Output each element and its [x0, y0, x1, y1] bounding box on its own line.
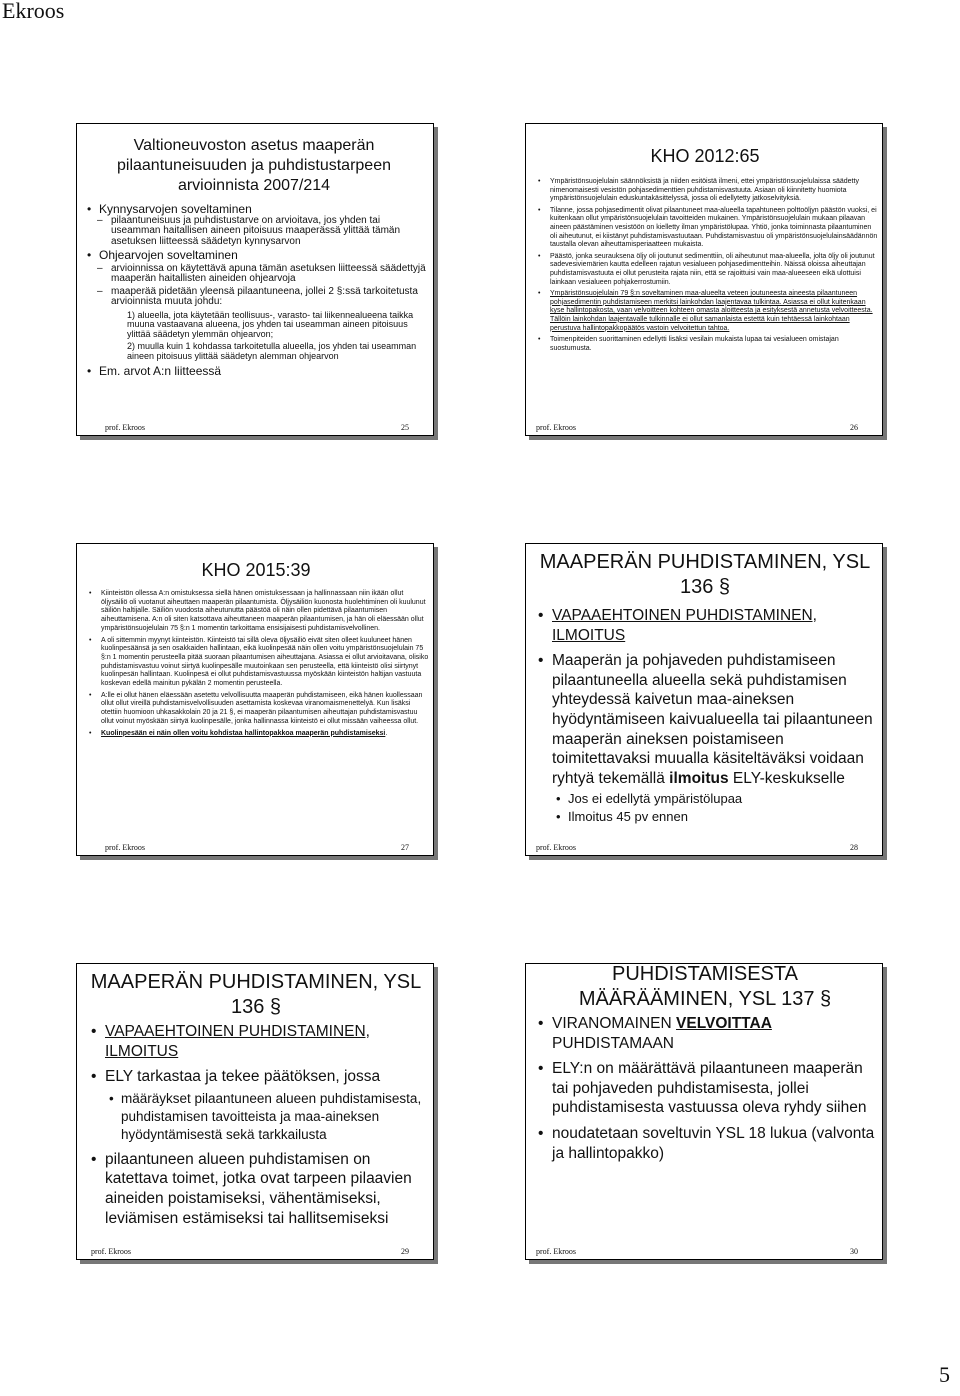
bullet: • ELY:n on määrättävä pilaantuneen maaperän tai pohjaveden puhdistamisesta, jollei puhdistamisesta vastuussa oleva ryhdy siihen: [538, 1059, 878, 1118]
bullet: • VAPAAEHTOINEN PUHDISTAMINEN, ILMOITUS: [91, 1022, 429, 1061]
slide-title: Valtioneuvoston asetus maaperän pilaantuneisuuden ja puhdistustarpeen arvioinnista 2007/214: [117, 137, 391, 194]
slide-29: [76, 963, 434, 1260]
slide-footer: prof. Ekroos: [536, 843, 576, 852]
paragraph: • Kuolinpesään ei näin ollen voitu kohdistaa hallintopakkoa maaperän puhdistamiseksi.: [89, 730, 429, 739]
slide-30: [525, 963, 883, 1260]
paragraph: • A:lle ei ollut hänen eläessään asetettu velvollisuutta maaperän puhdistamiseen, eikä hänen kuollessaan ollut ollut vireillä puhdistamisvelvollisuuden asettamista koskevaa viranomaismenettelyä. Kun lisäksi otettiin huomioon uhkasakkolain 20 ja 21 §, ei maaperän pilaantumisen aiheuttajan puhdistamisvastuu ollut voinut myöskään siirtyä kuolinpesälle, jonka hallinnassa kiinteistö ei ollut missään vaiheessa ollut.: [89, 692, 429, 727]
sub-item: – pilaantuneisuus ja puhdistustarve on arvioitava, jos yhden tai useamman haitallisen aineen pitoisuus maaperässä ylittää tämän asetuksen liitteessä säädetyn kynnysarvon: [95, 216, 427, 248]
bullet: • Kynnysarvojen soveltaminen: [87, 203, 427, 216]
slide-footer: prof. Ekroos: [91, 1247, 131, 1256]
bullet: • ELY tarkastaa ja tekee päätöksen, jossa: [91, 1067, 429, 1087]
paragraph: • Kiinteistön ollessa A:n omistuksessa siellä hänen omistuksessaan ja hallinnassaan niin ikään ollut öljysäiliö oli vuotanut aiheuttaen maaperän pilaantumista. Öljysäiliön kuonosta huolehtiminen oli kuulunut säiliön haltijalle. Säiliön vuodosta aiheutunutta päästöä oli näin ollen pidettävä pilaantumisen aiheuttamisena. A:n oli siten katsottava aiheuttaneen maaperän pilaantumisen, ja hän oli eläessään ollut ympäristönsuojelulain 75 §:n 1 momentin tarkoittama ensisijaisesti puhdistamisvelvollinen.: [89, 590, 429, 634]
paragraph: • Ympäristönsuojelulain 79 §:n soveltaminen maa-alueelta veteen joutuneesta aineesta pilaantuneen pohjasedimentin puhdistamiseen merkitsi lainkohdan laajentavaa tulkintaa. Asiassa ei ollut kuitenkaan kyse hallintopakosta, vaan velvoitteen kohteen omasta aloitteesta ja esityksestä annetusta velvoitteesta. Tällöin lainkohdan laajentavalle tulkinnalle ei ollut samanlaista estettä kuin tehtäessä lainkohtaan perustuva hallintopakkopäätös vastoin velvoitettun tahtoa.: [538, 290, 878, 333]
slide-26: [525, 123, 883, 436]
paragraph: • Toimenpiteiden suorittaminen edellytti lisäksi vesilain mukaista lupaa tai vesialueen omistajan suostumusta.: [538, 336, 878, 353]
slide-number: 27: [401, 843, 409, 852]
bullet: • Maaperän ja pohjaveden puhdistamiseen pilaantuneella alueella sekä puhdistamisen yhteydessä kaivetun maa-aineksen hyödyntämiseen kaivualueella tai pilaantuneen maaperän aineksen poistamiseen toimitettavaksi muualla käsiteltäväksi voidaan ryhtyä tekemällä ilmoitus ELY-keskukselle: [538, 651, 878, 788]
slide-footer: prof. Ekroos: [536, 423, 576, 432]
bullet: • VIRANOMAINEN VELVOITTAA PUHDISTAMAAN: [538, 1014, 878, 1053]
sub-bullet: • määräykset pilaantuneen alueen puhdistamisesta, puhdistamisen tavoitteista ja maa-aineksen hyödyntämisestä sekä tarkkailusta: [109, 1090, 429, 1144]
paragraph: • Päästö, jonka seurauksena öljy oli joutunut sedimenttiin, oli aiheutunut maa-alueella, jolta öljy oli joutunut sadevesiviemärien kautta edelleen rajatun vesialueen pohjasedimentteihin. Näissä oloissa aiheuttajan puhdistamisvastuuta ei ollut perusteita rajata niin, että se rajoittuisi vain maa-alueeseen eikä ulottuisi lainkaan vesialueen pohjakerrostumiin.: [538, 253, 878, 287]
sub-item: – arvioinnissa on käytettävä apuna tämän asetuksen liitteessä säädettyjä maaperän haitallisten aineiden ohjearvoja: [95, 264, 427, 285]
slide-title: KHO 2012:65: [650, 146, 760, 166]
slide-25: [76, 123, 434, 436]
slide-27: [76, 543, 434, 856]
slide-28: [525, 543, 883, 856]
bold-text: VELVOITTAA: [676, 1015, 772, 1032]
slide-title: KHO 2015:39: [201, 560, 311, 580]
sub-bullet: • Jos ei edellytä ympäristölupaa: [556, 790, 878, 808]
slide-number: 30: [850, 1247, 858, 1256]
slide-title: MAAPERÄN PUHDISTAMINEN, YSL 136 §: [539, 551, 871, 598]
sub-item: – maaperää pidetään yleensä pilaantuneena, jollei 2 §:ssä tarkoitetusta arvioinnista muuta johdu:: [95, 287, 427, 308]
page-header: Ekroos: [2, 0, 65, 23]
bold-text: ilmoitus: [669, 769, 729, 787]
paragraph: • Tilanne, jossa pohjasedimentit olivat pilaantuneet maa-alueella tapahtuneen polttoöljyn päästön vuoksi, ei kuitenkaan ollut ympäristönsuojelulain tavoitteiden mukainen. Ympäristönsuojelulain mukaan pilaavan aineen päästäminen vesistöön on kielletty ilman ympäristölupaa. Yhtiö, jonka toiminnasta pilaantuminen oli aiheutunut, ei kiistänyt puhdistamisvastuutaan. Puhdistamisvastuu oli ympäristönsuojelulainsäädännön taustalla olevan aiheuttamisperiaatteen mukaista.: [538, 207, 878, 250]
bold-text: Kuolinpesään ei näin ollen voitu kohdistaa hallintopakkoa maaperän puhdistamiseksi: [101, 729, 386, 737]
paragraph: • Ympäristönsuojelulain säännöksistä ja niiden esitöistä ilmeni, ettei ympäristönsuojelulaissa säädetty nimenomaisesti vesistön pohjasedimenttien puhdistamisvastuuta. Asiaan oli kiinnitetty huomiota ympäristönsuojelulain eduskuntakäsittelyssä, jossa oli edellytetty jatkoselvityksiä.: [538, 178, 878, 204]
paragraph: • A oli sittemmin myynyt kiinteistön. Kiinteistö tai sillä oleva öljysäiliö eivät siten olleet kuuluneet hänen kuolinpesäänsä ja sen osakkaiden hallintaan, eikä kuolinpesää näin ollen voitu ympäristönsuojelulain 75 §:n 1 momentin perusteella pitää suoraan pilaantumisen aiheuttajana. Asiassa ei ollut arvioitavana, olisiko puhdistamisvastuu voinut siirtyä kuolinpesälle muutoinkaan sen perusteella, että kiinteistö olisi siirtynyt kuolinpesän hallintaan. Kuolinpesä ei ollut puhdistamisvastuussa myöskään kiinteistön haltijan vastuuta koskevan edellä mainitun pykälän 2 momentin perusteella.: [89, 637, 429, 689]
bullet: • VAPAAEHTOINEN PUHDISTAMINEN, ILMOITUS: [538, 606, 878, 645]
numbered-item: 1) alueella, jota käytetään teollisuus-, varasto- tai liikennealueena taikka muuna vastaavana alueena, jos yhden tai useamman aineen pitoisuus ylittää säädetyn ylemmän ohjearvon;: [127, 309, 414, 339]
slide-title: MAAPERÄN PUHDISTAMINEN, YSL 136 §: [90, 971, 422, 1018]
bullet: • noudatetaan soveltuvin YSL 18 lukua (valvonta ja hallintopakko): [538, 1124, 878, 1163]
slide-number: 29: [401, 1247, 409, 1256]
bullet: • pilaantuneen alueen puhdistamisen on katettava toimet, jotka ovat tarpeen pilaavien aineiden poistamiseksi, vähentämiseksi, leviämisen estämiseksi tai hallitsemiseksi: [91, 1150, 429, 1228]
numbered-item: 2) muulla kuin 1 kohdassa tarkoitetulla alueella, jos yhden tai useamman aineen pitoisuus ylittää säädetyn alemman ohjearvon: [127, 341, 417, 361]
page-number: 5: [939, 1362, 950, 1387]
slide-footer: prof. Ekroos: [536, 1247, 576, 1256]
slide-number: 28: [850, 843, 858, 852]
slide-footer: prof. Ekroos: [105, 423, 145, 432]
slide-title: PUHDISTAMISESTA MÄÄRÄÄMINEN, YSL 137 §: [578, 963, 832, 1010]
slide-number: 25: [401, 423, 409, 432]
bullet: • Ohjearvojen soveltaminen: [87, 249, 427, 262]
slide-footer: prof. Ekroos: [105, 843, 145, 852]
slide-number: 26: [850, 423, 858, 432]
sub-bullet: • Ilmoitus 45 pv ennen: [556, 808, 878, 826]
bullet: • Em. arvot A:n liitteessä: [87, 365, 427, 378]
